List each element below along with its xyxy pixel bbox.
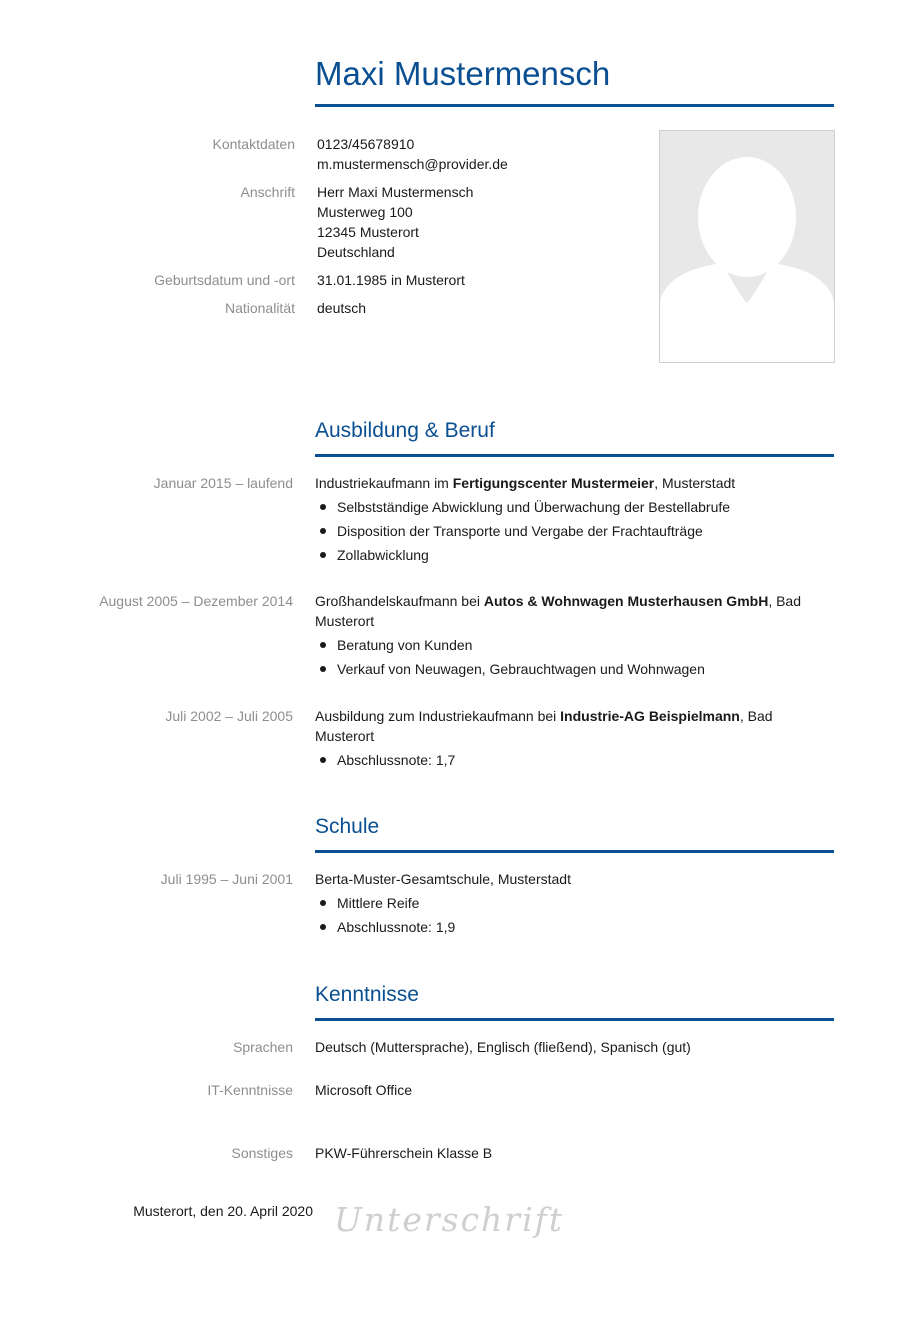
birth-label-wrap xyxy=(0,270,295,290)
career-entry xyxy=(315,706,815,774)
school-name: Berta-Muster-Gesamtschule, Musterstadt xyxy=(315,871,571,887)
school-period-wrap xyxy=(0,869,293,889)
career-period-wrap xyxy=(0,591,293,611)
career-period: Juli 2002 – Juli 2005 xyxy=(165,708,293,724)
contact-values xyxy=(317,134,508,174)
it-skills-value: Microsoft Office xyxy=(315,1082,412,1098)
signature-placeholder: Unterschrift xyxy=(334,1200,565,1239)
school-entry xyxy=(315,869,815,941)
other-skills-label: Sonstiges xyxy=(231,1145,293,1161)
place-and-date: Musterort, den 20. April 2020 xyxy=(133,1203,313,1219)
section-title-career: Ausbildung & Beruf xyxy=(315,419,495,442)
career-bullets xyxy=(315,635,815,679)
section-rule-career xyxy=(315,454,834,457)
languages-label: Sprachen xyxy=(233,1039,293,1055)
address-line: Herr Maxi Mustermensch xyxy=(317,184,474,200)
career-title xyxy=(315,591,815,631)
bullet-item: Zollabwicklung xyxy=(315,545,815,565)
languages-value: Deutsch (Muttersprache), Englisch (fließend), Spanisch (gut) xyxy=(315,1039,691,1055)
section-rule-skills xyxy=(315,1018,834,1021)
bullet-item: Abschlussnote: 1,9 xyxy=(315,917,815,937)
contact-label: Kontaktdaten xyxy=(212,136,295,152)
school-bullets xyxy=(315,893,815,937)
career-period-wrap xyxy=(0,706,293,726)
nationality-value: deutsch xyxy=(317,300,367,316)
bullet-item: Abschlussnote: 1,7 xyxy=(315,750,815,770)
career-employer: Industrie-AG Beispielmann xyxy=(560,708,740,724)
address-label: Anschrift xyxy=(240,184,295,200)
career-role: Großhandelskaufmann bei xyxy=(315,593,484,609)
career-location: , Bad Musterort xyxy=(315,708,773,744)
other-label-wrap xyxy=(0,1143,293,1163)
career-period: Januar 2015 – laufend xyxy=(153,475,293,491)
section-title-school: Schule xyxy=(315,815,380,838)
it-skills-label: IT-Kenntnisse xyxy=(207,1082,293,1098)
career-role: Industriekaufmann im xyxy=(315,475,453,491)
nationality-label: Nationalität xyxy=(224,300,295,316)
career-title xyxy=(315,473,815,493)
bullet-item: Selbstständige Abwicklung und Überwachung der Bestellabrufe xyxy=(315,497,815,517)
contact-label-wrap xyxy=(0,134,295,154)
avatar-silhouette-icon xyxy=(660,131,834,362)
bullet-item: Verkauf von Neuwagen, Gebrauchtwagen und Wohnwagen xyxy=(315,659,815,679)
address-line: Deutschland xyxy=(317,244,395,260)
address-line: Musterweg 100 xyxy=(317,204,413,220)
bullet-item: Disposition der Transporte und Vergabe der Frachtaufträge xyxy=(315,521,815,541)
bullet-item: Beratung von Kunden xyxy=(315,635,815,655)
it-label-wrap xyxy=(0,1080,293,1100)
header-rule xyxy=(315,104,834,107)
section-rule-school xyxy=(315,850,834,853)
career-title xyxy=(315,706,815,746)
cv-name: Maxi Mustermensch xyxy=(315,55,611,92)
career-period: August 2005 – Dezember 2014 xyxy=(99,593,293,609)
address-values xyxy=(317,182,473,262)
career-bullets xyxy=(315,750,815,770)
nationality-label-wrap xyxy=(0,298,295,318)
address-label-wrap xyxy=(0,182,295,202)
career-bullets xyxy=(315,497,815,565)
phone-number: 0123/45678910 xyxy=(317,136,415,152)
other-skills-value: PKW-Führerschein Klasse B xyxy=(315,1145,493,1161)
languages-label-wrap xyxy=(0,1037,293,1057)
career-employer: Autos & Wohnwagen Musterhausen GmbH xyxy=(483,593,769,609)
career-period-wrap xyxy=(0,473,293,493)
birth-value: 31.01.1985 in Musterort xyxy=(317,272,465,288)
address-line: 12345 Musterort xyxy=(317,224,419,240)
career-entry xyxy=(315,473,815,569)
career-entry xyxy=(315,591,815,683)
profile-photo-placeholder xyxy=(659,130,835,363)
career-location: , Bad Musterort xyxy=(315,593,802,629)
career-role: Ausbildung zum Industriekaufmann bei xyxy=(315,708,561,724)
email-address: m.mustermensch@provider.de xyxy=(317,156,508,172)
career-employer: Fertigungscenter Mustermeier xyxy=(452,475,655,491)
birth-label: Geburtsdatum und -ort xyxy=(154,272,295,288)
bullet-item: Mittlere Reife xyxy=(315,893,815,913)
section-title-skills: Kenntnisse xyxy=(315,983,419,1006)
career-location: , Musterstadt xyxy=(654,475,736,491)
school-period: Juli 1995 – Juni 2001 xyxy=(160,871,293,887)
